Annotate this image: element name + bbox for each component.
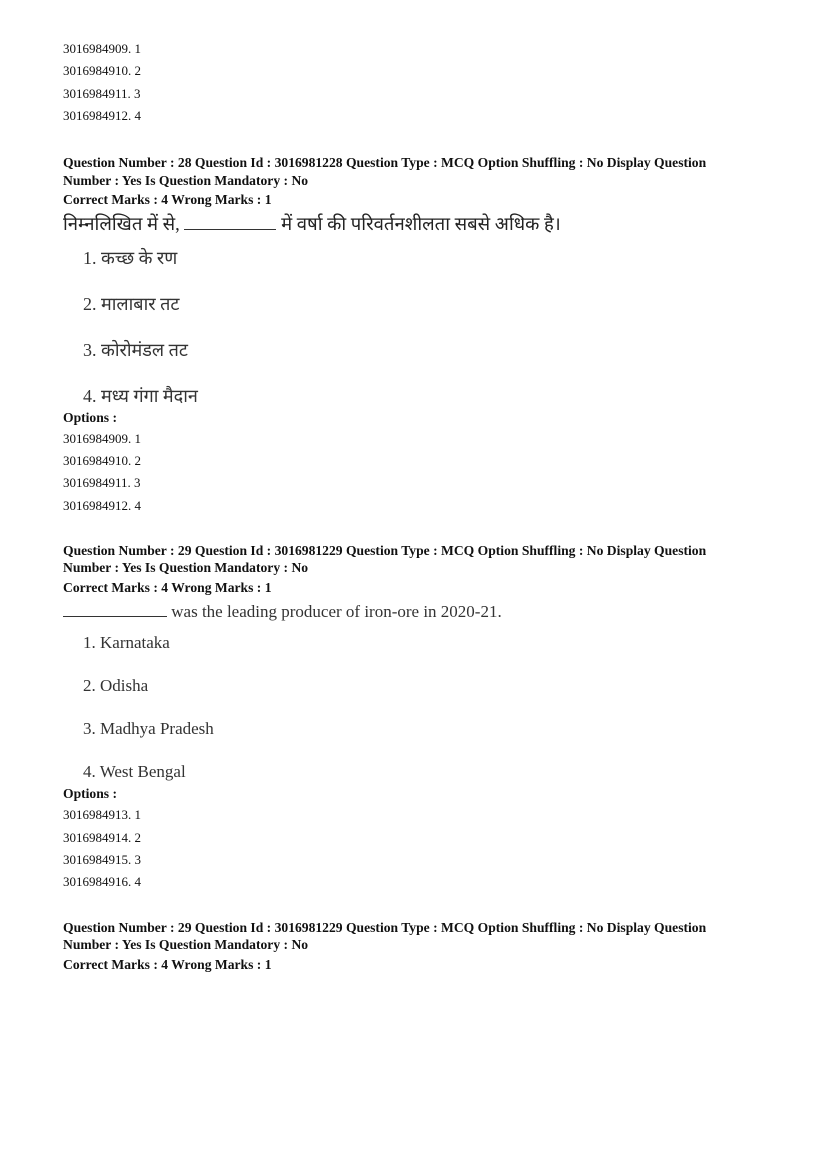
marks-line: Correct Marks : 4 Wrong Marks : 1 bbox=[63, 579, 272, 595]
header-line-2: Number : Yes Is Question Mandatory : No bbox=[63, 560, 309, 576]
option-id-line: 3016984910. 2 bbox=[63, 63, 141, 79]
document-page bbox=[63, 38, 783, 973]
top-options-list bbox=[63, 38, 783, 127]
choice-item: 2. Odisha bbox=[83, 676, 149, 696]
marks-line: Correct Marks : 4 Wrong Marks : 1 bbox=[63, 956, 272, 972]
header-line-1: Question Number : 29 Question Id : 3016981229 Question Type : MCQ Option Shuffling : No Display Question bbox=[63, 542, 707, 558]
answer-blank bbox=[63, 616, 167, 617]
choice-list bbox=[83, 246, 783, 408]
choice-item: 1. कच्छ के रण bbox=[83, 247, 178, 268]
choice-item: 2. मालाबार तट bbox=[83, 293, 180, 314]
option-id-line: 3016984909. 1 bbox=[63, 41, 141, 56]
option-id-line: 3016984910. 2 bbox=[63, 452, 141, 468]
choice-item: 1. Karnataka bbox=[83, 633, 170, 653]
choice-list bbox=[83, 631, 783, 784]
question-29-block bbox=[63, 542, 783, 894]
choice-item: 4. मध्य गंगा मैदान bbox=[83, 385, 198, 406]
question-28-block bbox=[63, 154, 783, 517]
question-header bbox=[63, 919, 783, 954]
option-id-line: 3016984911. 3 bbox=[63, 475, 141, 491]
marks-line: Correct Marks : 4 Wrong Marks : 1 bbox=[63, 192, 272, 208]
question-text-after: was the leading producer of iron-ore in 2020-21. bbox=[171, 602, 502, 622]
option-id-line: 3016984915. 3 bbox=[63, 851, 141, 867]
question-text bbox=[63, 599, 783, 625]
choice-item: 4. West Bengal bbox=[83, 762, 186, 782]
option-id-line: 3016984916. 4 bbox=[63, 874, 141, 890]
answer-blank bbox=[184, 229, 276, 230]
question-header bbox=[63, 154, 783, 189]
options-label: Options : bbox=[63, 409, 118, 425]
header-line-2: Number : Yes Is Question Mandatory : No bbox=[63, 937, 309, 953]
option-id-line: 3016984914. 2 bbox=[63, 829, 141, 845]
question-header bbox=[63, 542, 783, 577]
option-id-line: 3016984912. 4 bbox=[63, 497, 141, 513]
question-text-after: में वर्षा की परिवर्तनशीलता सबसे अधिक है। bbox=[281, 214, 561, 235]
option-id-line: 3016984912. 4 bbox=[63, 107, 141, 123]
question-text bbox=[63, 212, 783, 238]
choice-item: 3. Madhya Pradesh bbox=[83, 719, 214, 739]
options-label: Options : bbox=[63, 786, 118, 802]
header-line-1: Question Number : 28 Question Id : 3016981228 Question Type : MCQ Option Shuffling : No Display Question bbox=[63, 155, 707, 171]
option-id-line: 3016984909. 1 bbox=[63, 430, 141, 446]
question-29-repeat-block bbox=[63, 919, 783, 974]
option-id-line: 3016984913. 1 bbox=[63, 807, 141, 823]
choice-item: 3. कोरोमंडल तट bbox=[83, 339, 188, 360]
option-id-line: 3016984911. 3 bbox=[63, 85, 141, 101]
header-line-1: Question Number : 29 Question Id : 3016981229 Question Type : MCQ Option Shuffling : No Display Question bbox=[63, 919, 707, 935]
header-line-2: Number : Yes Is Question Mandatory : No bbox=[63, 172, 309, 188]
question-text-before: निम्नलिखित में से, bbox=[63, 214, 180, 235]
